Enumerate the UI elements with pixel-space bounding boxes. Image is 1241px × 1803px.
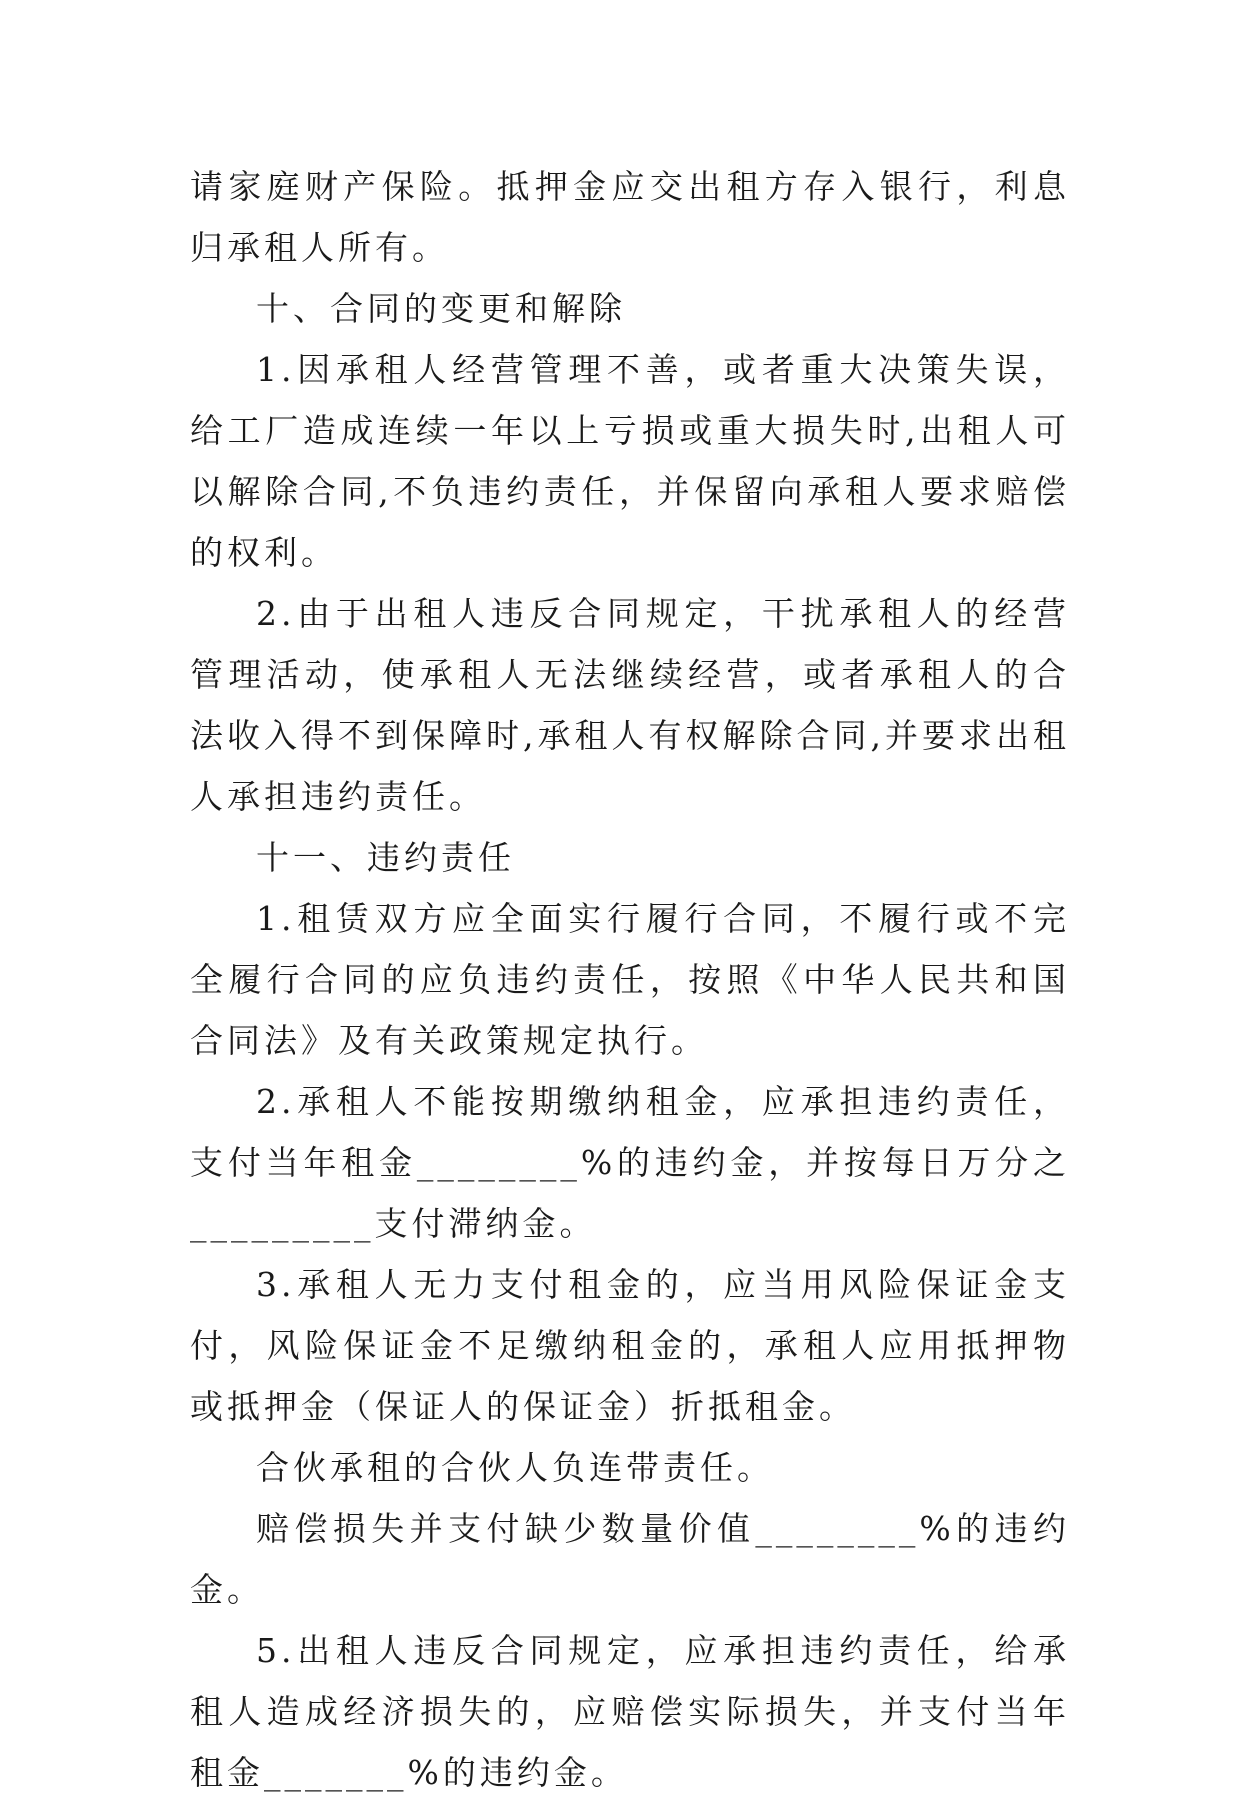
paragraph-eleven-item-3: 3.承租人无力支付租金的，应当用风险保证金支付，风险保证金不足缴纳租金的，承租人应用抵押物或抵押金（保证人的保证金）折抵租金。 [190, 1265, 1070, 1426]
paragraph-eleven-item-1: 1.租赁双方应全面实行履行合同，不履行或不完全履行合同的应负违约责任，按照《中华人民共和国合同法》及有关政策规定执行。 [190, 899, 1070, 1060]
document-body [190, 156, 1070, 1803]
section-heading-eleven: 十一、违约责任 [256, 838, 515, 877]
paragraph-eleven-item-2: 2.承租人不能按期缴纳租金，应承担违约责任，支付当年租金________%的违约金，并按每日万分之_________支付滞纳金。 [190, 1082, 1070, 1243]
paragraph-eleven-item-5: 5.出租人违反合同规定，应承担违约责任，给承租人造成经济损失的，应赔偿实际损失，并支付当年租金_______%的违约金。 [190, 1631, 1070, 1792]
paragraph-joint-liability: 合伙承租的合伙人负连带责任。 [256, 1448, 774, 1487]
paragraph-ten-item-2: 2.由于出租人违反合同规定，干扰承租人的经营管理活动，使承租人无法继续经营，或者承租人的合法收入得不到保障时,承租人有权解除合同,并要求出租人承担违约责任。 [190, 594, 1070, 816]
paragraph-insurance-continuation: 请家庭财产保险。抵押金应交出租方存入银行，利息归承租人所有。 [190, 167, 1070, 267]
section-heading-ten: 十、合同的变更和解除 [256, 289, 626, 328]
paragraph-compensation: 赔偿损失并支付缺少数量价值________%的违约金。 [190, 1509, 1070, 1609]
paragraph-ten-item-1: 1.因承租人经营管理不善，或者重大决策失误，给工厂造成连续一年以上亏损或重大损失时,出租人可以解除合同,不负违约责任，并保留向承租人要求赔偿的权利。 [190, 350, 1070, 572]
